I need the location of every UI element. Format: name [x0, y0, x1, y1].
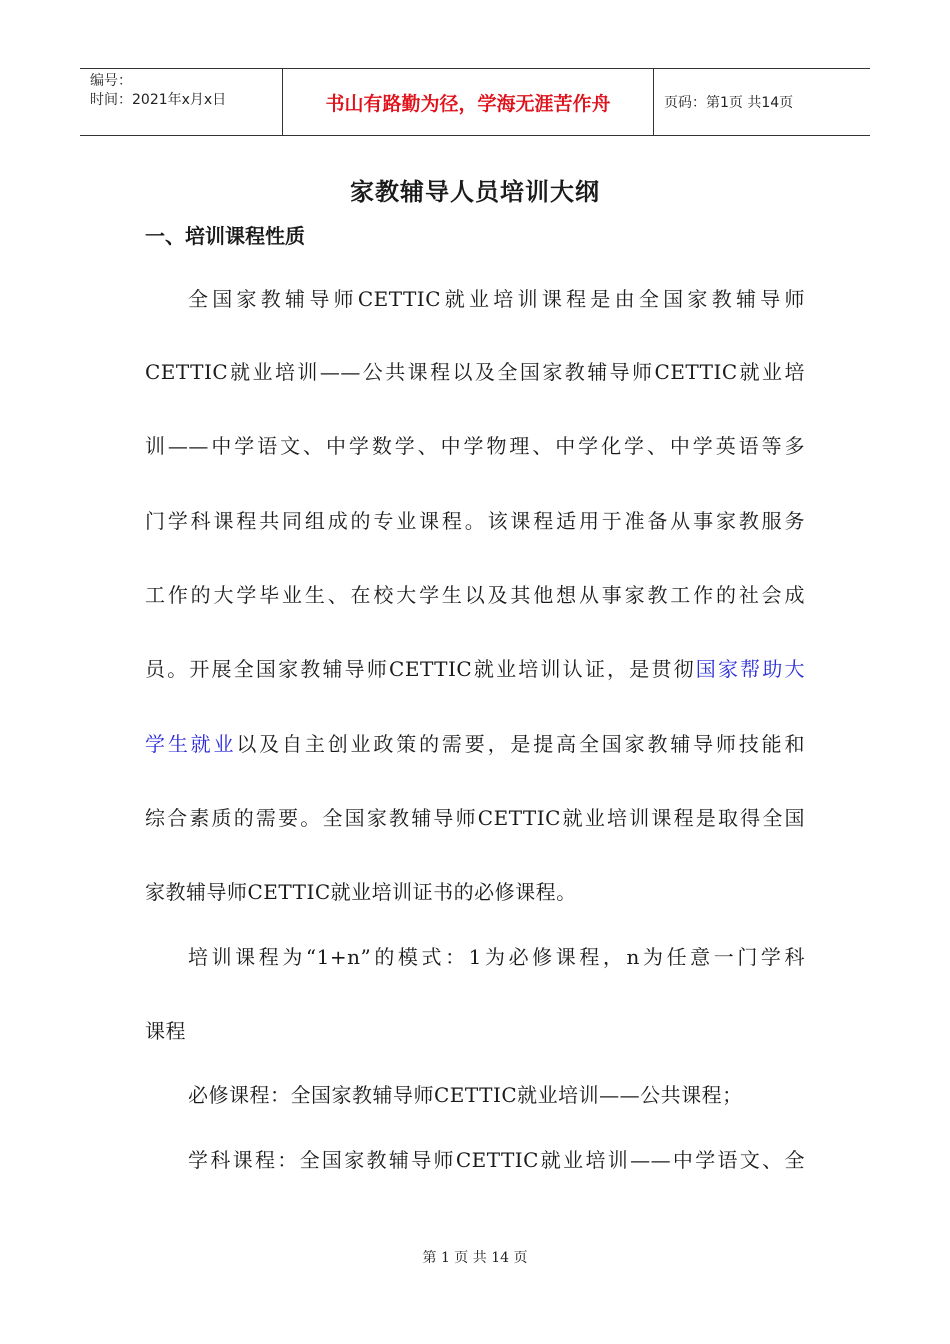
- paragraph-line: 必修课程：全国家教辅导师CETTIC就业培训——公共课程；: [188, 1083, 743, 1107]
- paragraph-line: [145, 654, 805, 684]
- paragraph-line: 全国家教辅导师CETTIC就业培训课程是由全国家教辅导师: [188, 287, 805, 311]
- page-footer: 第 1 页 共 14 页: [422, 1250, 528, 1266]
- paragraph-line: 家教辅导师CETTIC就业培训证书的必修课程。: [145, 880, 577, 904]
- paragraph-line: CETTIC就业培训——公共课程以及全国家教辅导师CETTIC就业培: [145, 360, 805, 384]
- header-motto: 书山有路勤为径，学海无涯苦作舟: [282, 69, 654, 135]
- paragraph-text: 以及自主创业政策的需要，是提高全国家教辅导师技能和: [236, 732, 806, 756]
- paragraph-line: 学科课程：全国家教辅导师CETTIC就业培训——中学语文、全: [188, 1148, 805, 1172]
- header-meta: [80, 69, 282, 135]
- paragraph-line: 工作的大学毕业生、在校大学生以及其他想从事家教工作的社会成: [145, 583, 805, 607]
- section-heading: 一、培训课程性质: [145, 224, 305, 248]
- policy-link[interactable]: 国家帮助大: [695, 657, 806, 681]
- header-page-info: 页码：第1页 共14页: [664, 95, 794, 111]
- paragraph-line: 门学科课程共同组成的专业课程。该课程适用于准备从事家教服务: [145, 509, 805, 533]
- paragraph-line: 课程: [145, 1019, 186, 1043]
- paragraph-line: 综合素质的需要。全国家教辅导师CETTIC就业培训课程是取得全国: [145, 806, 805, 830]
- page-header: [80, 68, 870, 136]
- paragraph-line: 训——中学语文、中学数学、中学物理、中学化学、中学英语等多: [145, 434, 805, 458]
- paragraph-line: [145, 729, 805, 759]
- document-number-label: 编号：: [90, 73, 132, 89]
- document-date: 时间：2021年x月x日: [90, 92, 227, 108]
- policy-link[interactable]: 学生就业: [145, 732, 237, 756]
- paragraph-line: 培训课程为“1+n”的模式：1为必修课程，n为任意一门学科: [188, 945, 805, 969]
- paragraph-text: 员。开展全国家教辅导师CETTIC就业培训认证，是贯彻: [145, 657, 696, 681]
- document-title: 家教辅导人员培训大纲: [350, 178, 600, 206]
